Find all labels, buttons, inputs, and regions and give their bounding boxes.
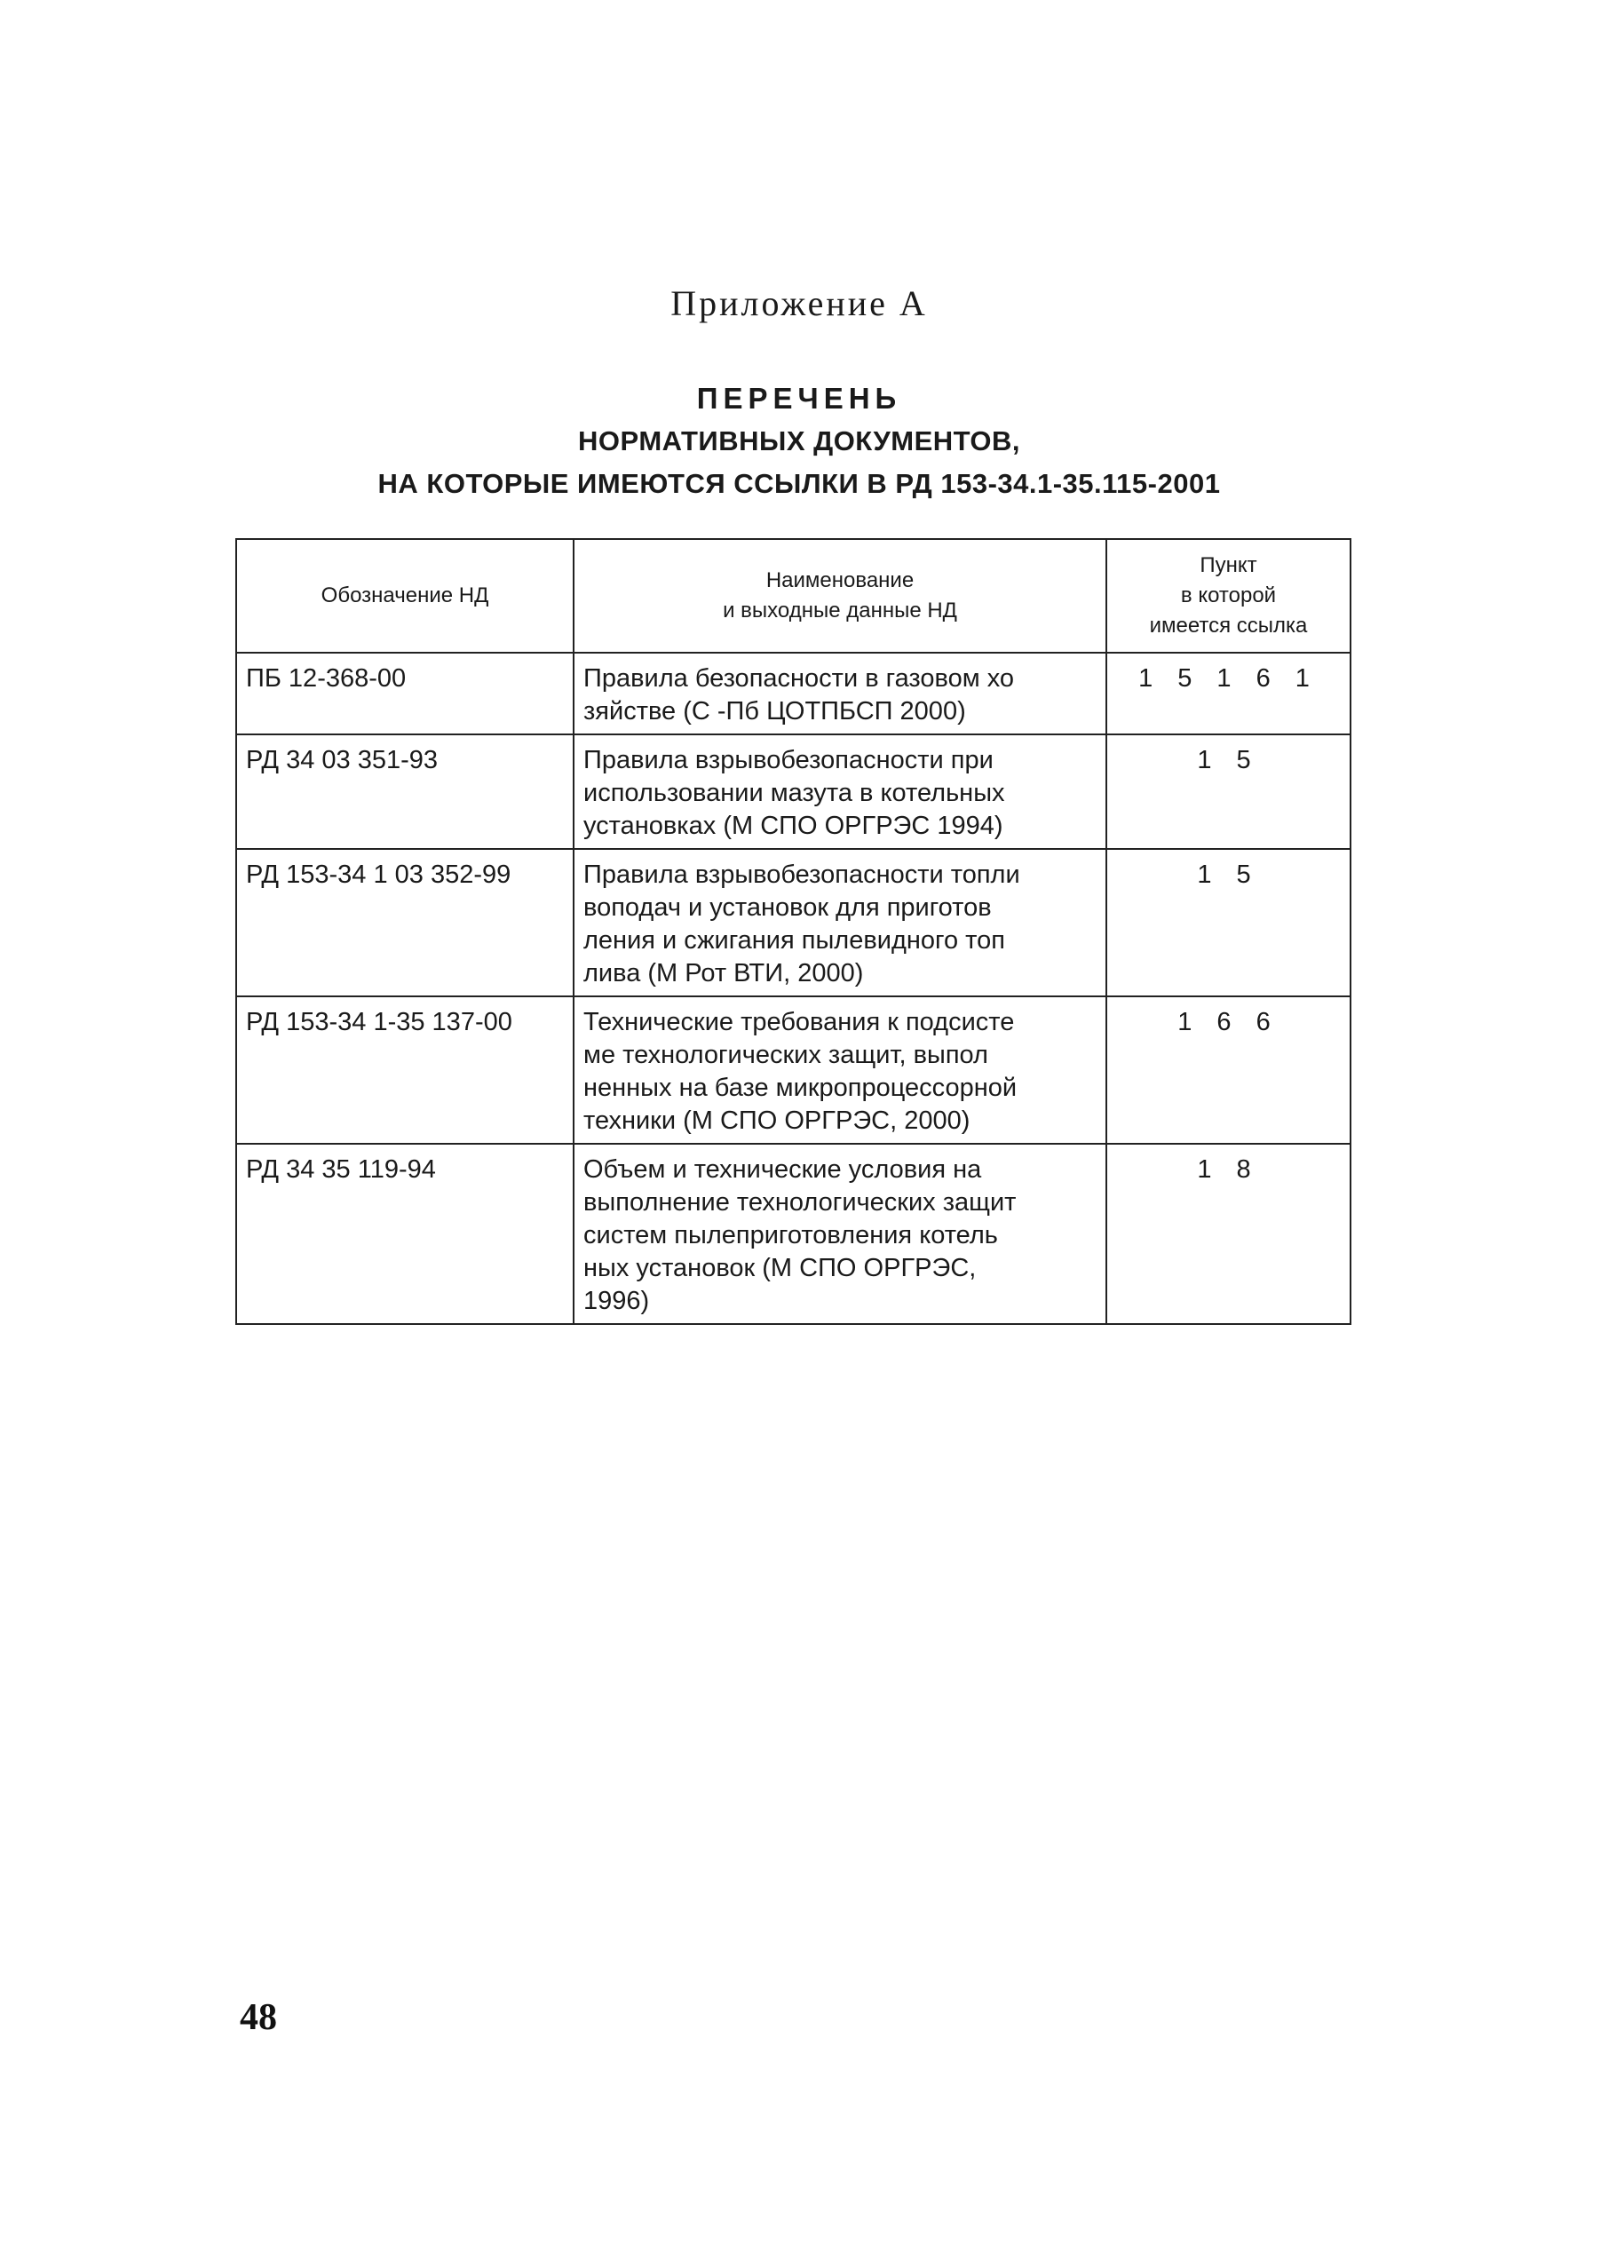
cell-designation: ПБ 12-368-00 bbox=[236, 653, 574, 734]
normative-documents-table bbox=[235, 538, 1351, 1325]
cell-name bbox=[574, 996, 1106, 1144]
cell-clause: 1 5 1 6 1 bbox=[1106, 653, 1351, 734]
header-clause-line-1: Пункт bbox=[1200, 553, 1257, 577]
page-number: 48 bbox=[240, 1997, 277, 2038]
cell-name-line: Правила взрывобезопасности топли bbox=[583, 860, 1020, 889]
cell-name-line: воподач и установок для приготов bbox=[583, 893, 992, 922]
cell-clause: 1 8 bbox=[1106, 1144, 1351, 1324]
cell-designation: РД 153-34 1-35 137-00 bbox=[236, 996, 574, 1144]
header-clause bbox=[1106, 539, 1351, 653]
cell-name-line: зяйстве (С -Пб ЦОТПБСП 2000) bbox=[583, 697, 966, 726]
appendix-title: Приложение А bbox=[670, 283, 928, 323]
header-clause-line-2: в которой bbox=[1180, 583, 1277, 607]
cell-name-line: лива (М Рот ВТИ, 2000) bbox=[583, 959, 864, 987]
heading-line-2: НОРМАТИВНЫХ ДОКУМЕНТОВ, bbox=[578, 425, 1020, 456]
cell-name-line: установках (М СПО ОРГРЭС 1994) bbox=[583, 812, 1003, 840]
cell-name-line: использовании мазута в котельных bbox=[583, 779, 1005, 807]
heading-line-1: ПЕРЕЧЕНЬ bbox=[696, 382, 902, 415]
cell-designation: РД 34 03 351-93 bbox=[236, 734, 574, 849]
header-clause-line-3: имеется ссылка bbox=[1149, 614, 1308, 638]
header-name-line-2: и выходные данные НД bbox=[723, 599, 957, 623]
cell-name-line: Правила взрывобезопасности при bbox=[583, 746, 994, 774]
table-row bbox=[236, 734, 1351, 849]
cell-name bbox=[574, 849, 1106, 996]
cell-designation: РД 153-34 1 03 352-99 bbox=[236, 849, 574, 996]
list-heading bbox=[0, 377, 1598, 505]
cell-name-line: выполнение технологических защит bbox=[583, 1188, 1017, 1217]
table-row bbox=[236, 1144, 1351, 1324]
cell-name-line: ных установок (М СПО ОРГРЭС, bbox=[583, 1254, 977, 1282]
cell-name-line: ления и сжигания пылевидного топ bbox=[583, 926, 1005, 955]
cell-name bbox=[574, 1144, 1106, 1324]
cell-name-line: 1996) bbox=[583, 1287, 650, 1315]
table-row bbox=[236, 849, 1351, 996]
header-name-line-1: Наименование bbox=[765, 568, 915, 592]
heading-line-3: НА КОТОРЫЕ ИМЕЮТСЯ ССЫЛКИ В РД 153-34.1-35.115-2001 bbox=[377, 468, 1221, 499]
cell-name-line: Объем и технические условия на bbox=[583, 1155, 982, 1184]
cell-clause: 1 6 6 bbox=[1106, 996, 1351, 1144]
cell-designation: РД 34 35 119-94 bbox=[236, 1144, 574, 1324]
cell-name-line: ненных на базе микропроцессорной bbox=[583, 1074, 1018, 1102]
cell-clause: 1 5 bbox=[1106, 849, 1351, 996]
table-header-row bbox=[236, 539, 1351, 653]
cell-name bbox=[574, 734, 1106, 849]
header-designation: Обозначение НД bbox=[236, 539, 574, 653]
table-row bbox=[236, 653, 1351, 734]
cell-name-line: Правила безопасности в газовом хо bbox=[583, 664, 1015, 693]
cell-clause: 1 5 bbox=[1106, 734, 1351, 849]
cell-name-line: систем пылеприготовления котель bbox=[583, 1221, 998, 1249]
table-row bbox=[236, 996, 1351, 1144]
cell-name-line: Технические требования к подсисте bbox=[583, 1008, 1015, 1036]
cell-name bbox=[574, 653, 1106, 734]
header-name bbox=[574, 539, 1106, 653]
cell-name-line: ме технологических защит, выпол bbox=[583, 1041, 988, 1069]
cell-name-line: техники (М СПО ОРГРЭС, 2000) bbox=[583, 1106, 970, 1135]
